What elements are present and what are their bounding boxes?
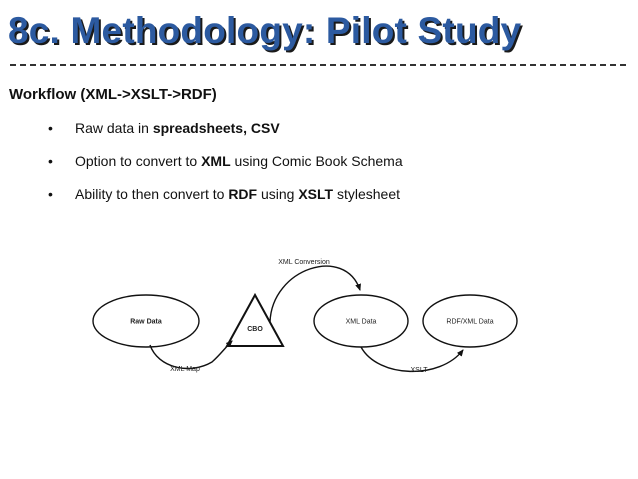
workflow-diagram xyxy=(0,240,638,390)
bullet-marker: • xyxy=(48,153,53,169)
bullet-xml-option xyxy=(48,152,403,185)
bullet-emphasis: XML xyxy=(201,153,231,169)
bullet-emphasis: spreadsheets, CSV xyxy=(152,120,280,136)
xslt-label: XSLT xyxy=(410,367,428,374)
bullet-raw-data xyxy=(48,119,403,152)
bullet-text: Raw data in xyxy=(75,120,153,136)
bullet-text: Option to convert to xyxy=(75,153,202,169)
raw-data-node xyxy=(93,295,199,347)
rdf-xml-data-label: RDF/XML Data xyxy=(446,318,494,326)
xml-conversion-label: XML Conversion xyxy=(278,259,330,266)
cbo-label: CBO xyxy=(247,326,263,333)
bullet-text: using Comic Book Schema xyxy=(230,153,403,169)
bullet-text: using xyxy=(257,186,299,202)
xml-map-label: XML Map xyxy=(170,366,200,373)
slide-title: 8c. Methodology: Pilot Study xyxy=(8,10,522,51)
bullet-marker: • xyxy=(48,186,53,202)
bullet-emphasis: RDF xyxy=(228,186,258,202)
xslt-edge xyxy=(361,347,463,374)
title-divider xyxy=(10,64,626,66)
bullet-marker: • xyxy=(48,120,53,136)
bullet-rdf-ability xyxy=(48,185,403,218)
bullet-text: stylesheet xyxy=(333,186,401,202)
xml-data-node xyxy=(314,295,408,347)
bullet-list xyxy=(48,119,403,218)
bullet-emphasis: XSLT xyxy=(298,186,334,202)
raw-data-label: Raw Data xyxy=(130,318,162,326)
bullet-text: Ability to then convert to xyxy=(75,186,229,202)
workflow-subtitle: Workflow (XML->XSLT->RDF) xyxy=(9,86,217,103)
xml-data-label: XML Data xyxy=(345,318,377,326)
rdf-xml-data-node xyxy=(423,295,517,347)
